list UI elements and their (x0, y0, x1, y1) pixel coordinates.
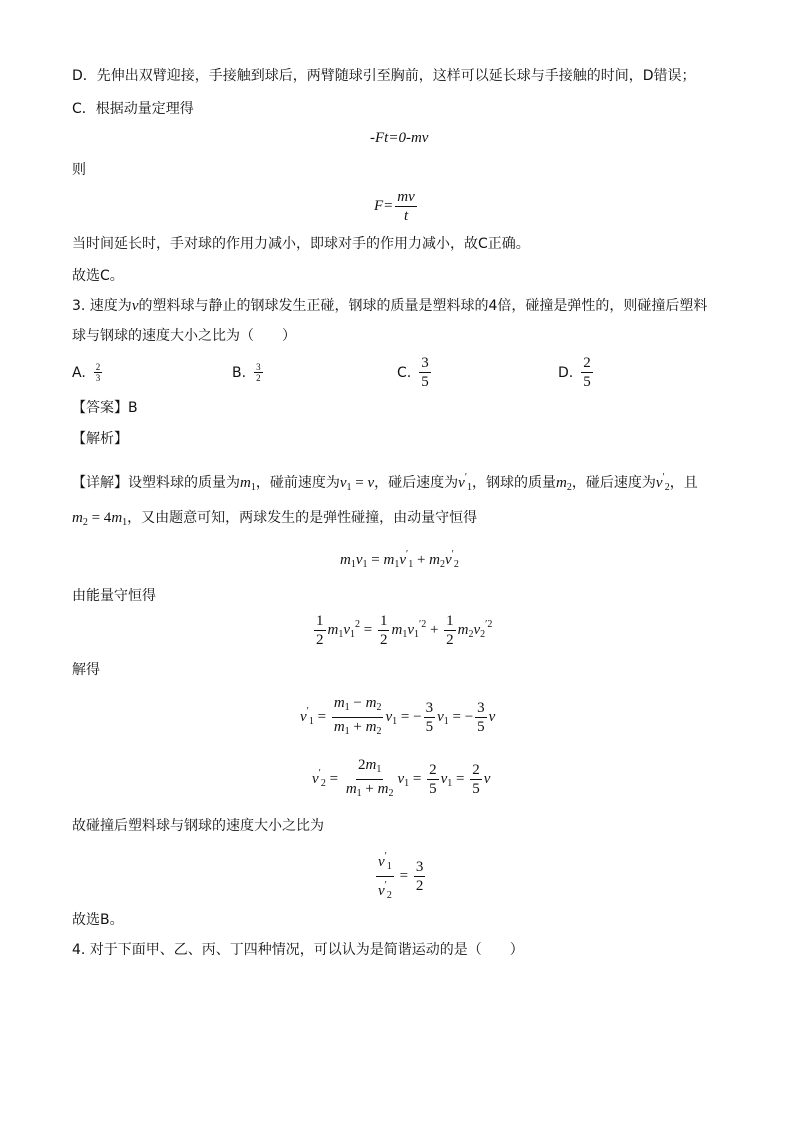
mass-relation: $m_2 = 4m_1$ (72, 510, 128, 528)
var-m1: $m_1$ (240, 475, 256, 493)
option-b-label: B. (232, 364, 247, 381)
detail-line-2 (72, 508, 477, 533)
analysis-tag: 【解析】 (72, 431, 128, 447)
option-d-numerator: 2 (583, 355, 591, 371)
question-3-line-1 (72, 296, 707, 316)
var-v1-eq-v: $v_1 = v$ (339, 475, 375, 493)
var-v1-prime: $v'_1$ (458, 472, 473, 493)
force-numerator: mv (397, 189, 415, 205)
option-a-denominator: 3 (95, 373, 101, 383)
var-v2-prime: $v'_2$ (655, 472, 670, 493)
energy-conservation-label: 由能量守恒得 (72, 588, 156, 604)
var-m2: $m_2$ (556, 475, 572, 493)
conclusion-line: 当时间延长时，手对球的作用力减小，即球对手的作用力减小，故C正确。 (72, 236, 530, 252)
option-c-label: C. (397, 364, 412, 381)
option-b-numerator: 3 (256, 362, 261, 372)
force-equation (374, 188, 419, 225)
option-a (72, 362, 104, 383)
question-3-line-2: 球与钢球的速度大小之比为（ ） (72, 328, 296, 344)
detail-text-4: ，钢球的质量 (472, 475, 557, 491)
detail-tag: 【详解】 (72, 475, 128, 491)
detail-text-3: ，碰后速度为 (374, 475, 459, 491)
v2-prime-solution: $v'_2$ = $\frac{2m_1}{m_1 + m_2}$ $v_1$ = $\frac{2}{5}$ $v_1$ = $\frac{2}{5}$ v (312, 757, 491, 799)
q3-post: 的塑料球与静止的钢球发生正碰，钢球的质量是塑料球的4倍，碰撞是弹性的，则碰撞后塑料 (138, 298, 708, 314)
option-d (558, 354, 595, 391)
force-denominator: t (403, 208, 409, 224)
option-d-denominator: 5 (583, 374, 591, 390)
answer-b-line: 故选B。 (72, 912, 124, 928)
detail-text-6: ，且 (669, 475, 698, 491)
ratio-text: 故碰撞后塑料球与钢球的速度大小之比为 (72, 818, 324, 834)
momentum-theorem-equation: -Ft=0-mv (370, 130, 429, 146)
q3-var-v: v (131, 298, 139, 314)
energy-conservation-equation: $\frac{1}{2}$ $m_1v_1^2$ = $\frac{1}{2}$ $m_1v_1^{'2}$ + $\frac{1}{2}$ $m_2v_2^{'2}$ (316, 613, 493, 648)
answer-line (72, 398, 138, 418)
detail-text-1: 设塑料球的质量为 (128, 475, 240, 491)
option-b-denominator: 2 (256, 373, 261, 383)
option-c-numerator: 3 (421, 355, 429, 371)
option-d-label: D. (558, 364, 574, 381)
detail-text-5: ，碰后速度为 (571, 475, 656, 491)
detail-text-2: ，碰前速度为 (255, 475, 340, 491)
answer-value: B (128, 400, 138, 416)
option-a-numerator: 2 (95, 362, 101, 372)
solve-label: 解得 (72, 662, 100, 678)
force-lhs: F= (374, 197, 394, 214)
option-b (232, 362, 265, 383)
answer-c-line: 故选C。 (72, 268, 124, 284)
answer-tag: 【答案】 (72, 400, 128, 416)
option-c-intro: C．根据动量定理得 (72, 101, 194, 117)
option-c-denominator: 5 (421, 374, 429, 390)
detail-line-2-text: ，又由题意可知，两球发生的是弹性碰撞，由动量守恒得 (127, 510, 478, 526)
option-a-label: A. (72, 364, 86, 381)
question-4: 4. 对于下面甲、乙、丙、丁四种情况，可以认为是简谐运动的是（ ） (72, 942, 524, 958)
detail-line-1 (72, 468, 698, 498)
q3-pre: 3. 速度为 (72, 298, 132, 314)
ratio-equation: $\frac{v'_1}{v'_2}$ = $\frac{3}{2}$ (374, 848, 427, 905)
option-c (397, 354, 433, 391)
v1-prime-solution: $v'_1$ = $\frac{m_1 - m_2}{m_1 + m_2}$ $v_1$ = − $\frac{3}{5}$ $v_1$ = − $\frac{3}{5}$ v (300, 695, 496, 737)
momentum-conservation-equation: $m_1v_1 = m_1v'_1 + m_2v'_2$ (340, 549, 459, 570)
then-word: 则 (72, 162, 86, 178)
option-d-explanation: D．先伸出双臂迎接，手接触到球后，两臂随球引至胸前，这样可以延长球与手接触的时间，D错误； (72, 68, 696, 84)
